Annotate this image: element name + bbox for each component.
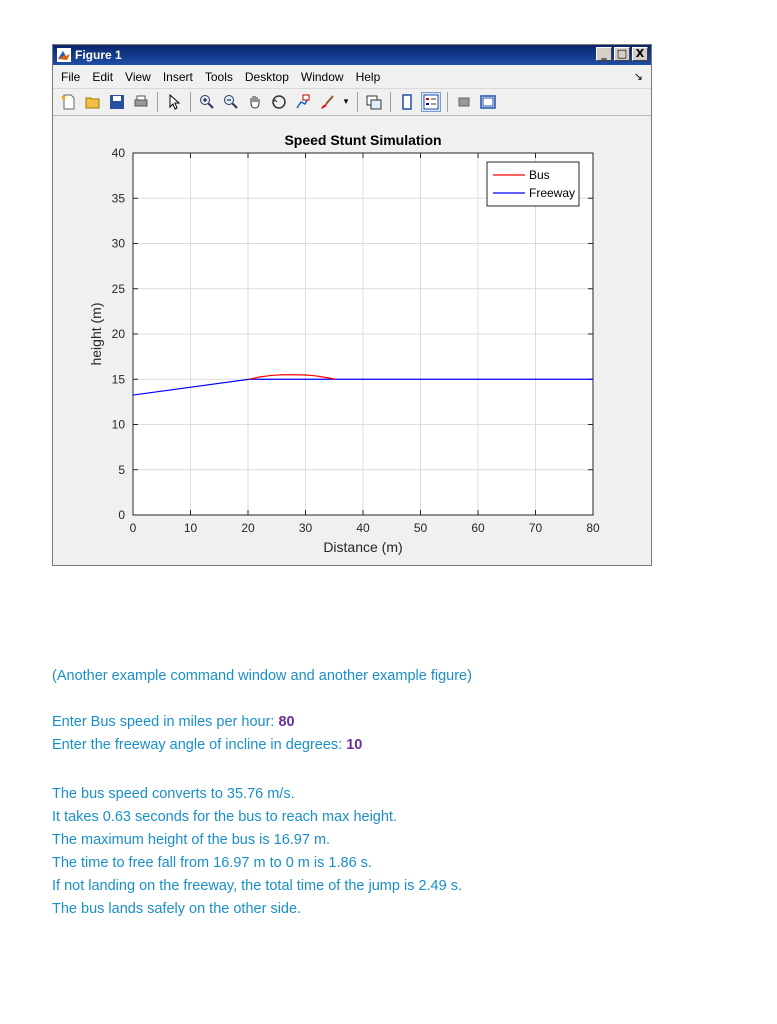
zoom-out-icon[interactable] — [221, 92, 241, 112]
output-line: The bus lands safely on the other side. — [52, 901, 302, 917]
pointer-icon[interactable] — [164, 92, 184, 112]
brush-dropdown-icon[interactable]: ▾ — [343, 97, 349, 107]
prompt-speed — [52, 714, 295, 730]
x-tick-label: 0 — [129, 521, 137, 535]
menu-window[interactable]: Window — [300, 70, 344, 84]
output-line: It takes 0.63 seconds for the bus to reach max height. — [52, 809, 397, 825]
output-line: The time to free fall from 16.97 m to 0 m is 1.86 s. — [52, 855, 372, 871]
y-tick-label: 15 — [111, 372, 125, 387]
title-bar[interactable] — [53, 45, 651, 65]
y-tick-label: 40 — [111, 146, 125, 160]
menu-help[interactable]: Help — [355, 70, 381, 84]
dock-arrow-icon[interactable]: ↘ — [633, 71, 643, 83]
pan-icon[interactable] — [245, 92, 265, 112]
menu-bar — [53, 67, 651, 87]
window-title: Figure 1 — [75, 48, 122, 62]
y-tick-label: 10 — [111, 417, 125, 432]
output-line: The bus speed converts to 35.76 m/s. — [52, 786, 295, 802]
menu-edit[interactable]: Edit — [92, 70, 114, 84]
zoom-in-icon[interactable] — [197, 92, 217, 112]
x-tick-label: 40 — [356, 521, 370, 535]
hide-plot-tools-icon[interactable] — [454, 92, 474, 112]
legend-icon[interactable] — [421, 92, 441, 112]
prompt-speed-label: Enter Bus speed in miles per hour: — [52, 714, 279, 730]
menu-file[interactable]: File — [61, 70, 81, 84]
legend[interactable] — [487, 162, 579, 206]
x-tick-label: 70 — [528, 521, 543, 535]
prompt-angle-label: Enter the freeway angle of incline in degrees: — [52, 737, 347, 753]
x-tick-label: 50 — [413, 521, 428, 535]
intro-line: (Another example command window and another example figure) — [52, 668, 472, 684]
close-button[interactable]: X — [632, 47, 648, 61]
colorbar-icon[interactable] — [397, 92, 417, 112]
y-axis-label: height (m) — [88, 302, 104, 366]
new-figure-icon[interactable] — [59, 92, 79, 112]
x-tick-label: 30 — [298, 521, 313, 535]
minimize-button[interactable]: _ — [596, 47, 612, 61]
line-chart[interactable] — [53, 117, 651, 565]
output-line: If not landing on the freeway, the total time of the jump is 2.49 s. — [52, 878, 462, 894]
maximize-button[interactable]: □ — [614, 47, 630, 61]
matlab-logo-icon — [57, 48, 71, 62]
output-line: The maximum height of the bus is 16.97 m. — [52, 832, 331, 848]
menu-desktop[interactable]: Desktop — [244, 70, 289, 84]
menu-insert[interactable]: Insert — [162, 70, 193, 84]
print-icon[interactable] — [131, 92, 151, 112]
toolbar — [53, 88, 651, 116]
prompt-angle — [52, 737, 362, 753]
y-tick-label: 0 — [118, 508, 125, 522]
brush-icon[interactable] — [317, 92, 337, 112]
x-tick-label: 60 — [471, 521, 485, 535]
x-tick-label: 20 — [241, 521, 255, 535]
y-tick-label: 20 — [111, 327, 125, 341]
link-plot-icon[interactable] — [364, 92, 384, 112]
menu-view[interactable]: View — [125, 70, 151, 84]
save-icon[interactable] — [107, 92, 127, 112]
legend-label: Freeway — [529, 186, 576, 200]
y-tick-label: 35 — [111, 191, 125, 206]
menu-tools[interactable]: Tools — [204, 70, 233, 84]
figure-canvas — [53, 117, 651, 565]
y-tick-label: 25 — [111, 281, 125, 296]
prompt-speed-value: 80 — [278, 714, 295, 730]
legend-label: Bus — [529, 168, 550, 182]
data-cursor-icon[interactable] — [293, 92, 313, 112]
x-tick-label: 80 — [586, 521, 600, 535]
y-tick-label: 30 — [111, 236, 125, 251]
x-axis-label: Distance (m) — [323, 539, 403, 555]
show-plot-tools-icon[interactable] — [478, 92, 498, 112]
prompt-angle-value: 10 — [346, 737, 363, 753]
chart-title: Speed Stunt Simulation — [284, 132, 442, 148]
figure-window — [52, 44, 652, 566]
y-tick-label: 5 — [118, 462, 125, 477]
rotate-3d-icon[interactable] — [269, 92, 289, 112]
open-file-icon[interactable] — [83, 92, 103, 112]
x-tick-label: 10 — [183, 521, 198, 535]
